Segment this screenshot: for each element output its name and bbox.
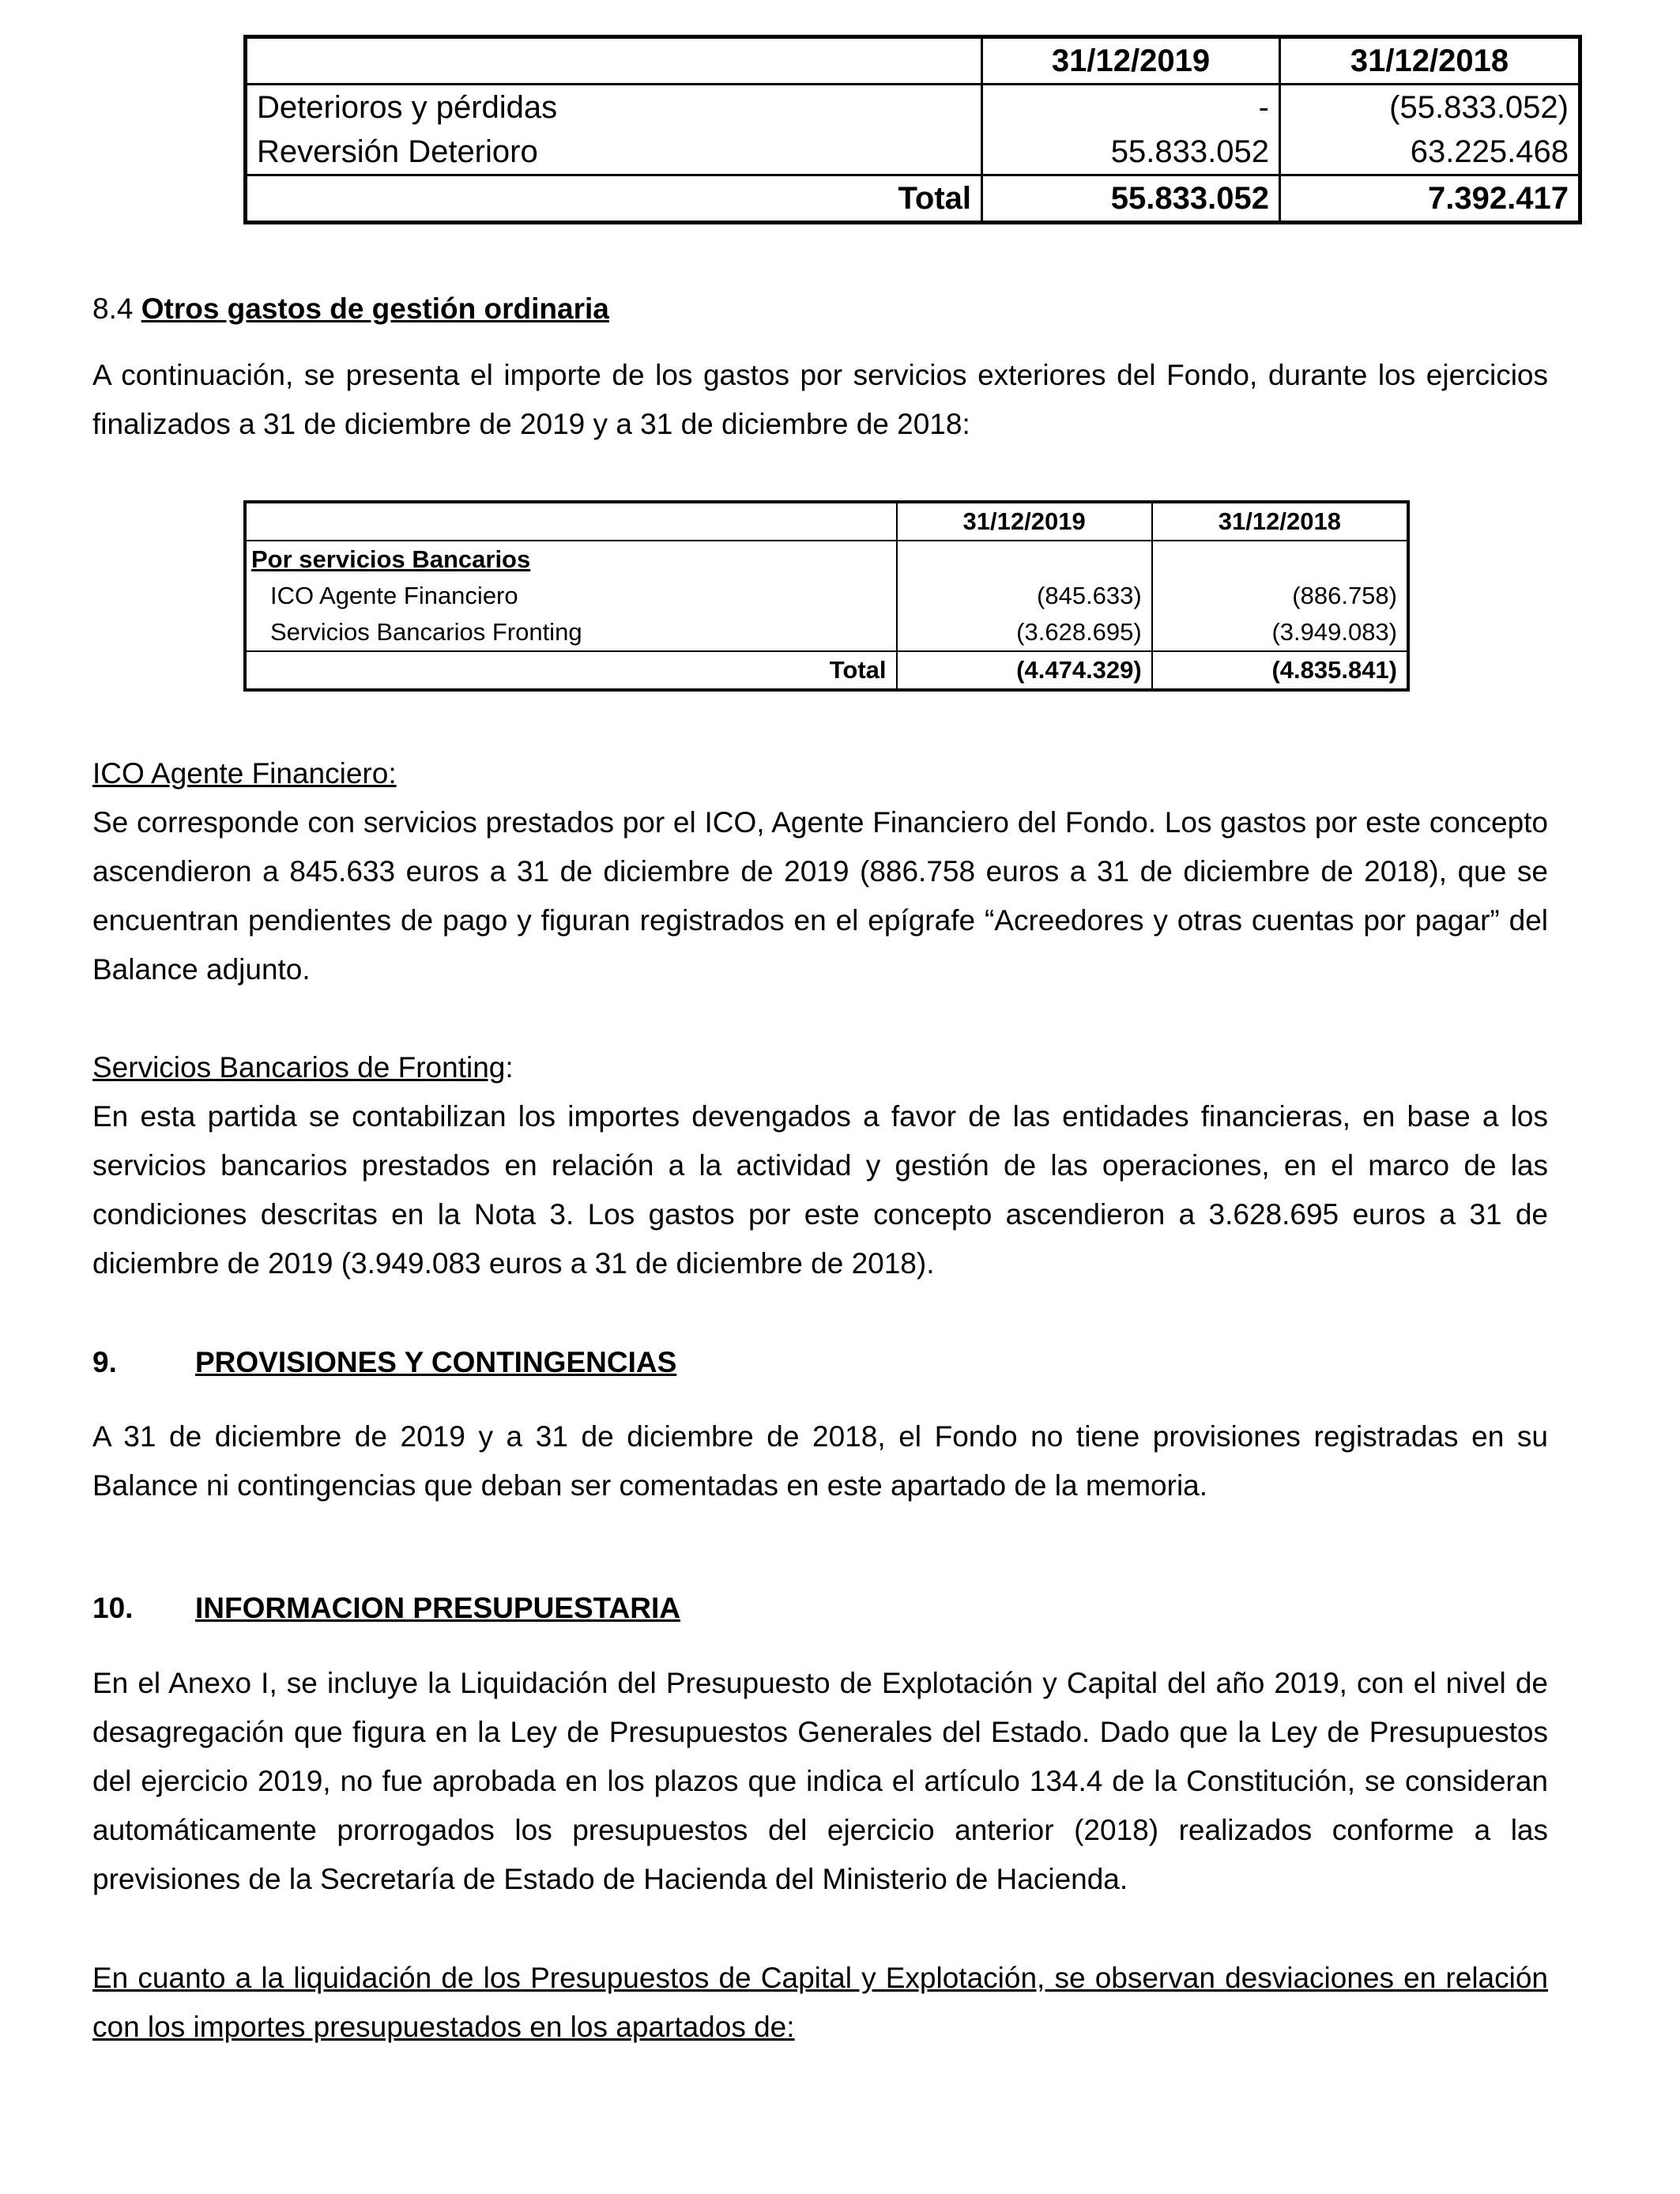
table-row <box>246 85 1580 130</box>
row-value-2019: - <box>982 85 1280 130</box>
row-value-2018: 63.225.468 <box>1410 134 1569 169</box>
total-2018: (4.835.841) <box>1152 651 1408 690</box>
table-row <box>245 541 1408 578</box>
ico-heading-text: ICO Agente Financiero: <box>92 757 397 790</box>
header-empty-cell <box>246 37 982 85</box>
header-2019: 31/12/2019 <box>982 37 1280 85</box>
section-number: 9. <box>92 1346 117 1378</box>
section-label-cell <box>245 541 897 578</box>
ico-heading <box>92 749 1548 798</box>
section-9-paragraph: A 31 de diciembre de 2019 y a 31 de diciembre de 2018, el Fondo no tiene provisiones registradas en su Balance ni contingencias que deban ser comentadas en este apartado de la memoria. <box>92 1420 1548 1502</box>
empty-cell <box>1152 541 1408 578</box>
total-row <box>246 175 1580 223</box>
row-value-2018: (3.949.083) <box>1271 618 1397 646</box>
section-10-paragraph: En el Anexo I, se incluye la Liquidación del Presupuesto de Explotación y Capital del año 2019, con el nivel de desagregación que figura en la Ley de Presupuestos Generales del Estado. Dado que la Ley de Presupuestos del ejercicio 2019, no fue aprobada en los plazos que indica el artículo 134.4 de la Constitución, se consideran automáticamente prorrogados los presupuestos del ejercicio anterior (2018) realizados conforme a las previsiones de la Secretaría de Estado de Hacienda del Ministerio de Hacienda. <box>92 1667 1548 1895</box>
services-table <box>243 500 1410 692</box>
ico-paragraph: Se corresponde con servicios prestados por el ICO, Agente Financiero del Fondo. Los gastos por este concepto ascendieron a 845.633 euros a 31 de diciembre de 2019 (886.758 euros a 31 de diciembre de 2018), que se encuentran pendientes de pago y figuran registrados en el epígrafe “Acreedores y otras cuentas por pagar” del Balance adjunto. <box>92 806 1548 986</box>
row-value-2018: (886.758) <box>1292 582 1397 609</box>
impairment-table <box>243 35 1582 224</box>
total-2018: 7.392.417 <box>1280 175 1580 223</box>
row-value-2018: (55.833.052) <box>1389 90 1569 125</box>
table-header-row <box>246 37 1580 85</box>
row-label: ICO Agente Financiero <box>245 578 897 614</box>
section-title: Otros gastos de gestión ordinaria <box>141 292 609 325</box>
section-8-4-intro: A continuación, se presenta el importe de los gastos por servicios exteriores del Fondo, durante los ejercicios finalizados a 31 de diciembre de 2019 y a 31 de diciembre de 2018: <box>92 359 1548 440</box>
table-row <box>246 130 1580 175</box>
total-2019: (4.474.329) <box>897 651 1152 690</box>
table-row <box>245 614 1408 651</box>
header-2018: 31/12/2018 <box>1152 502 1408 541</box>
section-number: 8.4 <box>92 292 134 325</box>
section-title: PROVISIONES Y CONTINGENCIAS <box>195 1346 677 1378</box>
header-empty-cell <box>245 502 897 541</box>
total-2019: 55.833.052 <box>982 175 1280 223</box>
section-number: 10. <box>92 1592 134 1624</box>
header-2019: 31/12/2019 <box>897 502 1152 541</box>
row-value-2019: 55.833.052 <box>982 130 1280 175</box>
row-value-2019: (3.628.695) <box>897 614 1152 651</box>
section-9-heading <box>92 1338 676 1387</box>
section-title: INFORMACION PRESUPUESTARIA <box>195 1592 680 1624</box>
fronting-heading-text: Servicios Bancarios de Fronting <box>92 1051 506 1084</box>
empty-cell <box>897 541 1152 578</box>
section-10-underlined-paragraph: En cuanto a la liquidación de los Presupuestos de Capital y Explotación, se observan desviaciones en relación con los importes presupuestados en los apartados de: <box>92 1962 1548 2043</box>
header-2018: 31/12/2018 <box>1280 37 1580 85</box>
section-8-4-heading <box>92 285 1548 334</box>
total-label: Total <box>246 175 982 223</box>
fronting-paragraph: En esta partida se contabilizan los importes devengados a favor de las entidades financieras, en base a los servicios bancarios prestados en relación a la actividad y gestión de las operaciones, en el marco de las condiciones descritas en la Nota 3. Los gastos por este concepto ascendieron a 3.628.695 euros a 31 de diciembre de 2019 (3.949.083 euros a 31 de diciembre de 2018). <box>92 1100 1548 1280</box>
total-row <box>245 651 1408 690</box>
row-label: Reversión Deterioro <box>246 130 982 175</box>
table-row <box>245 578 1408 614</box>
section-label: Por servicios Bancarios <box>251 545 531 573</box>
total-label: Total <box>245 651 897 690</box>
fronting-heading-colon: : <box>505 1051 514 1084</box>
row-label: Deterioros y pérdidas <box>246 85 982 130</box>
row-label: Servicios Bancarios Fronting <box>245 614 897 651</box>
table-header-row <box>245 502 1408 541</box>
fronting-heading <box>92 1043 1548 1092</box>
section-10-heading <box>92 1584 680 1633</box>
row-value-2019: (845.633) <box>897 578 1152 614</box>
